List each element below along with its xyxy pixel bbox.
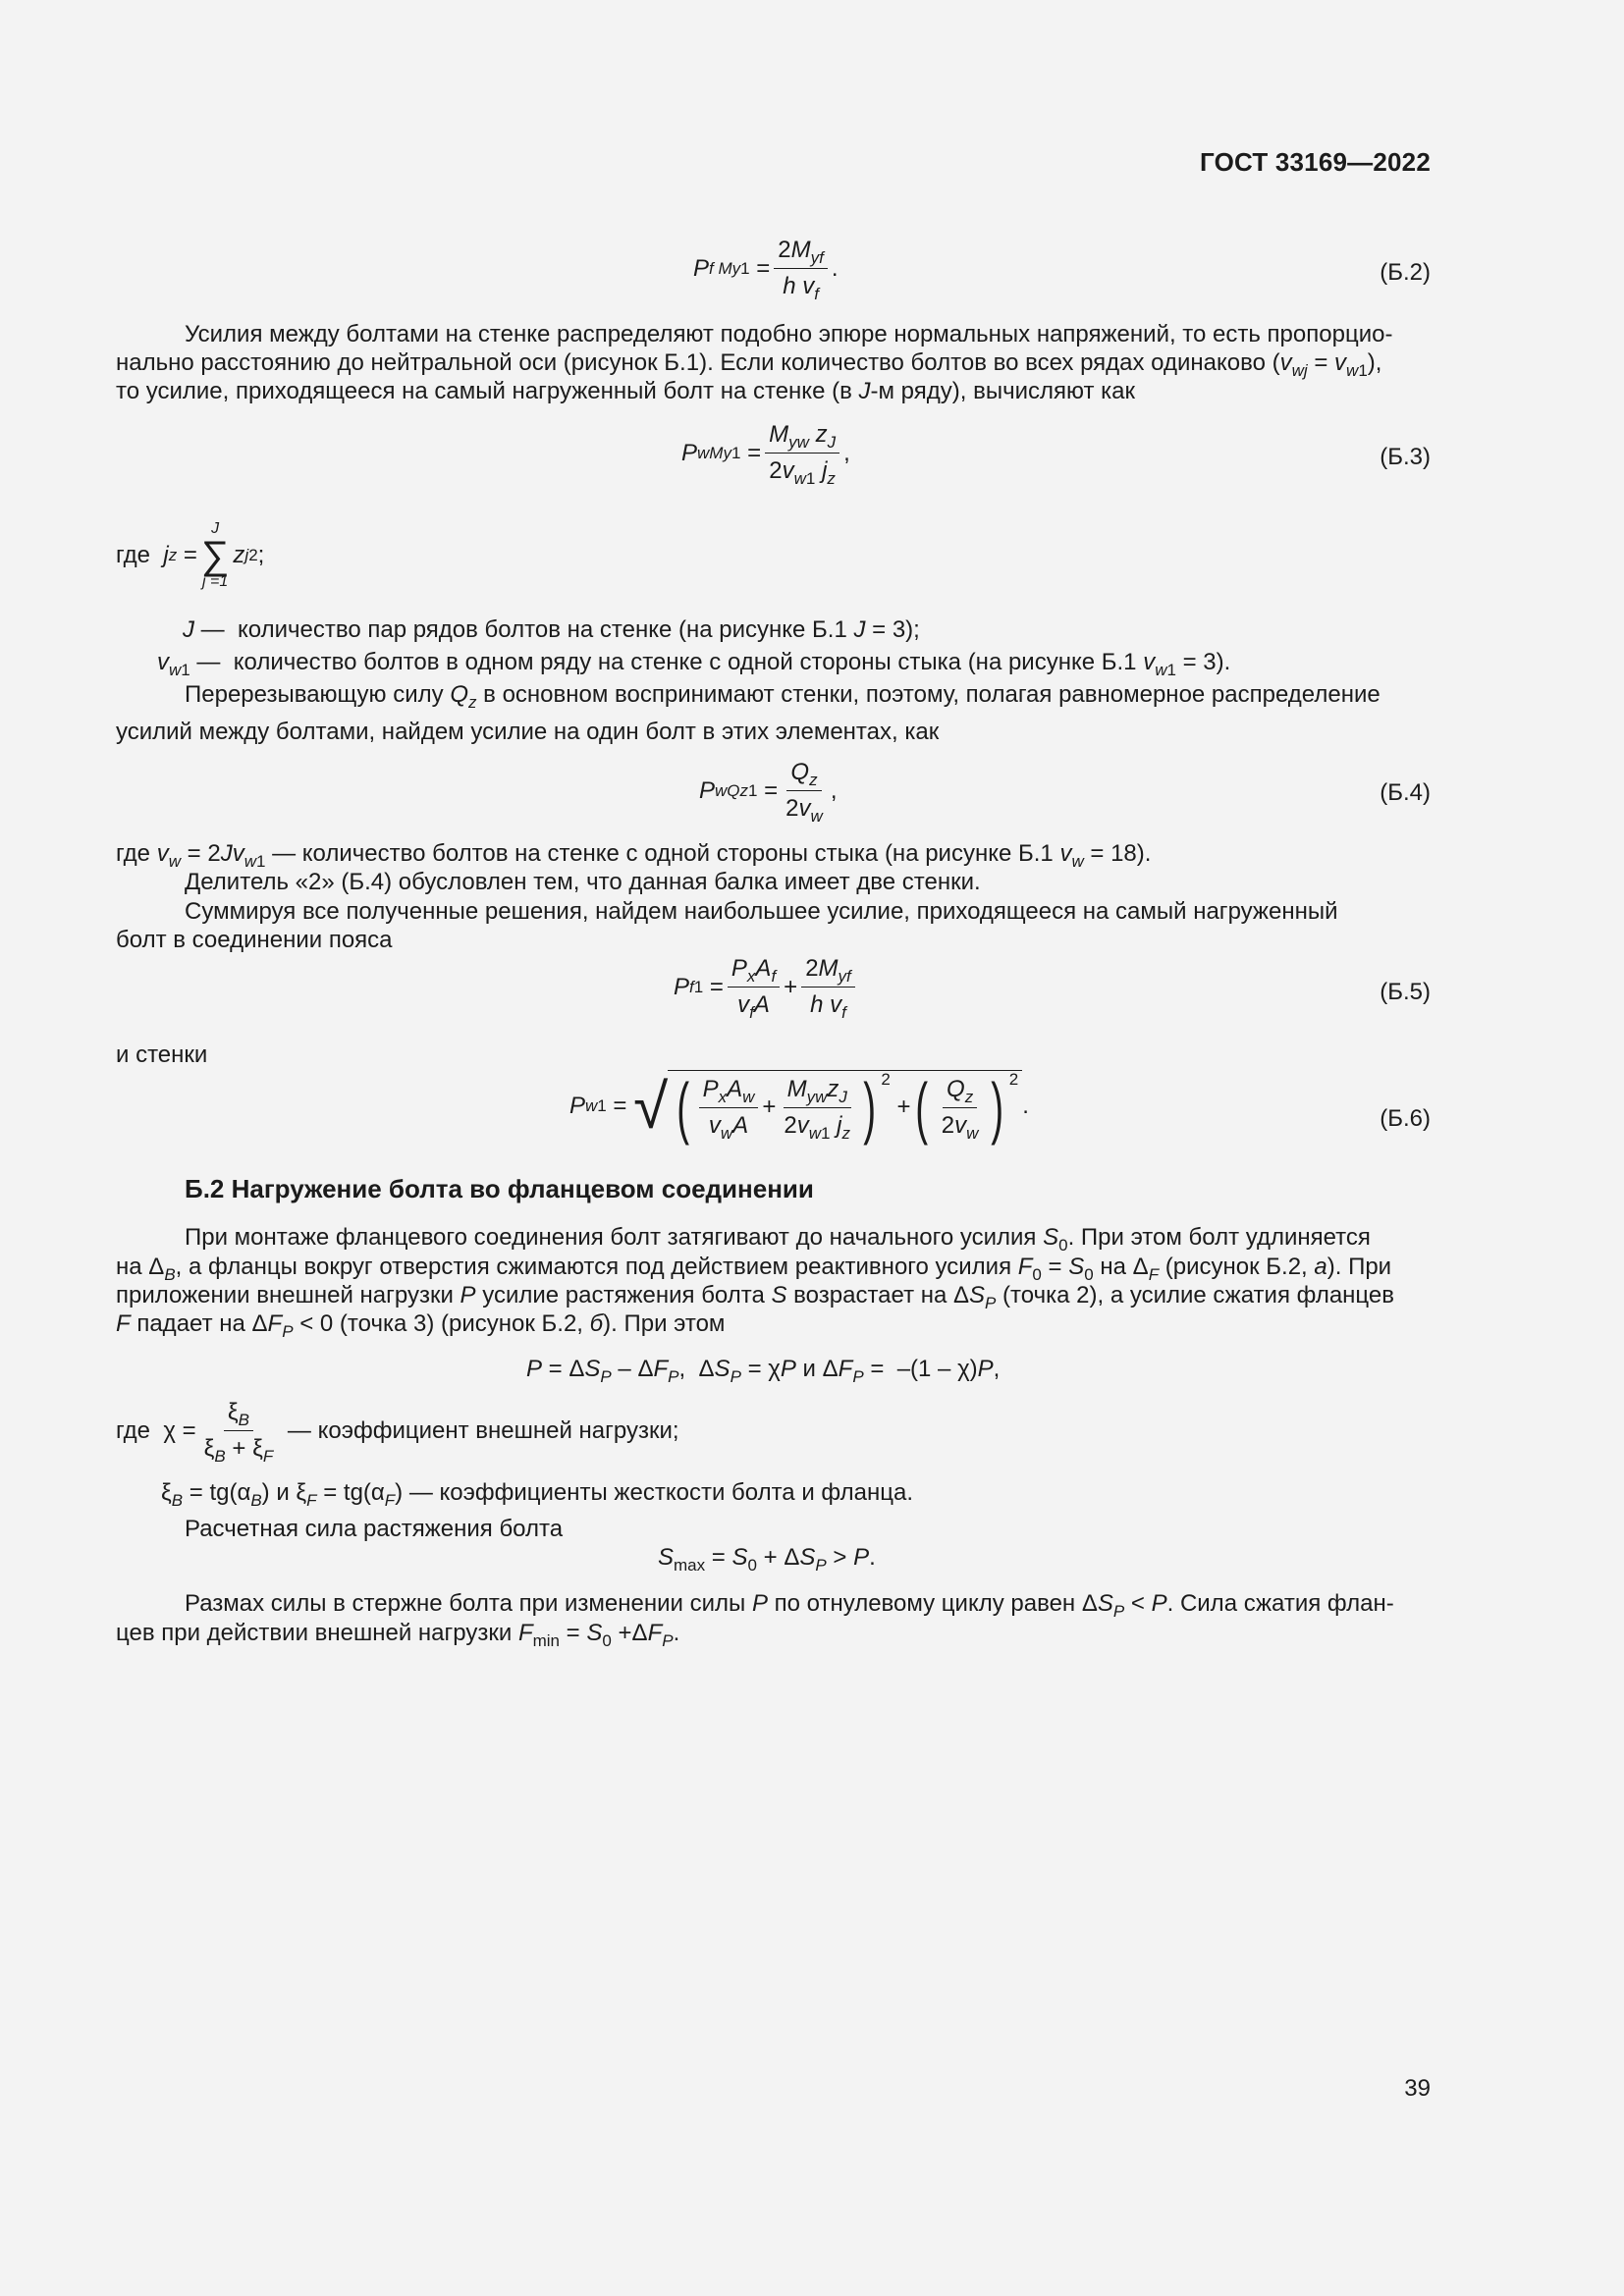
divisor-note: Делитель «2» (Б.4) обусловлен тем, что данная балка имеет две стенки. xyxy=(185,869,981,895)
equation-b4: P wQz1 = $\frac{Q_z}{2v_w}$ , xyxy=(699,759,838,826)
vw1-definition: $v_{w1}$ — количество болтов в одном ряду на стенке с одной стороны стыка (на рисунке Б.1 $v_{w1} = 3$). xyxy=(157,649,1231,679)
paragraph-line: приложении внешней нагрузки P усилие растяжения болта S возрастает на $\Delta S_P$ (точка 2), а усилие сжатия фланцев xyxy=(116,1282,1394,1312)
J-definition: J — количество пар рядов болтов на стенке (на рисунке Б.1 J = 3); xyxy=(183,616,920,643)
paragraph-line: Размах силы в стержне болта при изменении силы P по отнулевому циклу равен $\Delta S_P < P$. Сила сжатия флан- xyxy=(185,1590,1394,1621)
equation-b2: P f My1 = $\frac{2M_{yf}}{h v_f}$ . xyxy=(693,237,839,303)
equation-b3: P wMy1 = $\frac{M_{yw} z_J}{2v_{w1} j_z}$ , xyxy=(681,421,850,488)
paragraph-line: Перерезывающую силу $Q_z$ в основном воспринимают стенки, поэтому, полагая равномерное распределение xyxy=(185,681,1380,712)
jz-definition: где j z = J ∑ j =1 z j 2 ; xyxy=(116,520,265,590)
paragraph-line: болт в соединении пояса xyxy=(116,927,393,953)
paragraph-line: F падает на $\Delta F_P < 0$ (точка 3) (рисунок Б.2, б). При этом xyxy=(116,1310,726,1341)
document-header: ГОСТ 33169—2022 xyxy=(1200,147,1431,177)
vw-definition: где $v_w = 2Jv_{w1}$ — количество болтов на стенке с одной стороны стыка (на рисунке Б.1 $v_w = 18$). xyxy=(116,840,1152,871)
paragraph-line: Суммируя все полученные решения, найдем наибольшее усилие, приходящееся на самый нагруженный xyxy=(185,898,1338,925)
equation-b5: P f1 = $\frac{P_xA_f}{v_fA}$ + $\frac{2M_{yf}}{h v_f}$ xyxy=(674,954,859,1020)
relation-equation: $P = \Delta S_P - \Delta F_P$, $\Delta S_P = \chi P$ и $\Delta F_P = -(1 - \chi)P$, xyxy=(526,1356,1001,1386)
calc-force-text: Расчетная сила растяжения болта xyxy=(185,1516,564,1542)
paragraph-line: нально расстоянию до нейтральной оси (рисунок Б.1). Если количество болтов во всех рядах одинаково $(v_{wj} = v_{w1})$, xyxy=(116,349,1382,380)
equation-b6: P w1 = √ ( $\frac{P_xA_w}{v_wA}$ + $\frac{M_{yw}z_J}{2v_{w1} j_z}$ ) $^2$ + ( $\frac{Q_z}{2v_w}$ ) $^2$ . xyxy=(569,1069,1029,1146)
paragraph-line: то усилие, приходящееся на самый нагруженный болт на стенке (в J-м ряду), вычисляют как xyxy=(116,378,1135,404)
equation-number-b6: (Б.6) xyxy=(1380,1105,1431,1132)
paragraph-line: усилий между болтами, найдем усилие на один болт в этих элементах, как xyxy=(116,719,940,745)
and-web-text: и стенки xyxy=(116,1041,208,1068)
chi-definition: где χ = $\frac{\xi_B}{\xi_B + \xi_F}$ — коэффициент внешней нагрузки; xyxy=(116,1399,679,1466)
xi-definition: $\xi_B = tg(\alpha_B)$ и $\xi_F = tg(\alpha_F)$ — коэффициенты жесткости болта и фланца. xyxy=(161,1479,913,1510)
paragraph-line: цев при действии внешней нагрузки $F_{min} = S_0 +\Delta F_P$. xyxy=(116,1620,680,1650)
equation-number-b4: (Б.4) xyxy=(1380,779,1431,806)
paragraph-line: на $\Delta_B$, а фланцы вокруг отверстия сжимаются под действием реактивного усилия $F_0 = S_0$ на $\Delta_F$ (рисунок Б.2, а). При xyxy=(116,1254,1392,1284)
paragraph-line: Усилия между болтами на стенке распределяют подобно эпюре нормальных напряжений, то есть пропорцио- xyxy=(185,321,1393,347)
page-number: 39 xyxy=(1404,2075,1431,2102)
equation-number-b3: (Б.3) xyxy=(1380,444,1431,470)
section-title: Б.2 Нагружение болта во фланцевом соединении xyxy=(185,1174,814,1203)
smax-equation: $S_{max} = S_0 + \Delta S_P > P$. xyxy=(658,1544,876,1575)
equation-number-b2: (Б.2) xyxy=(1380,259,1431,286)
paragraph-line: При монтаже фланцевого соединения болт затягивают до начального усилия $S_0$. При этом болт удлиняется xyxy=(185,1224,1371,1255)
equation-number-b5: (Б.5) xyxy=(1380,979,1431,1005)
